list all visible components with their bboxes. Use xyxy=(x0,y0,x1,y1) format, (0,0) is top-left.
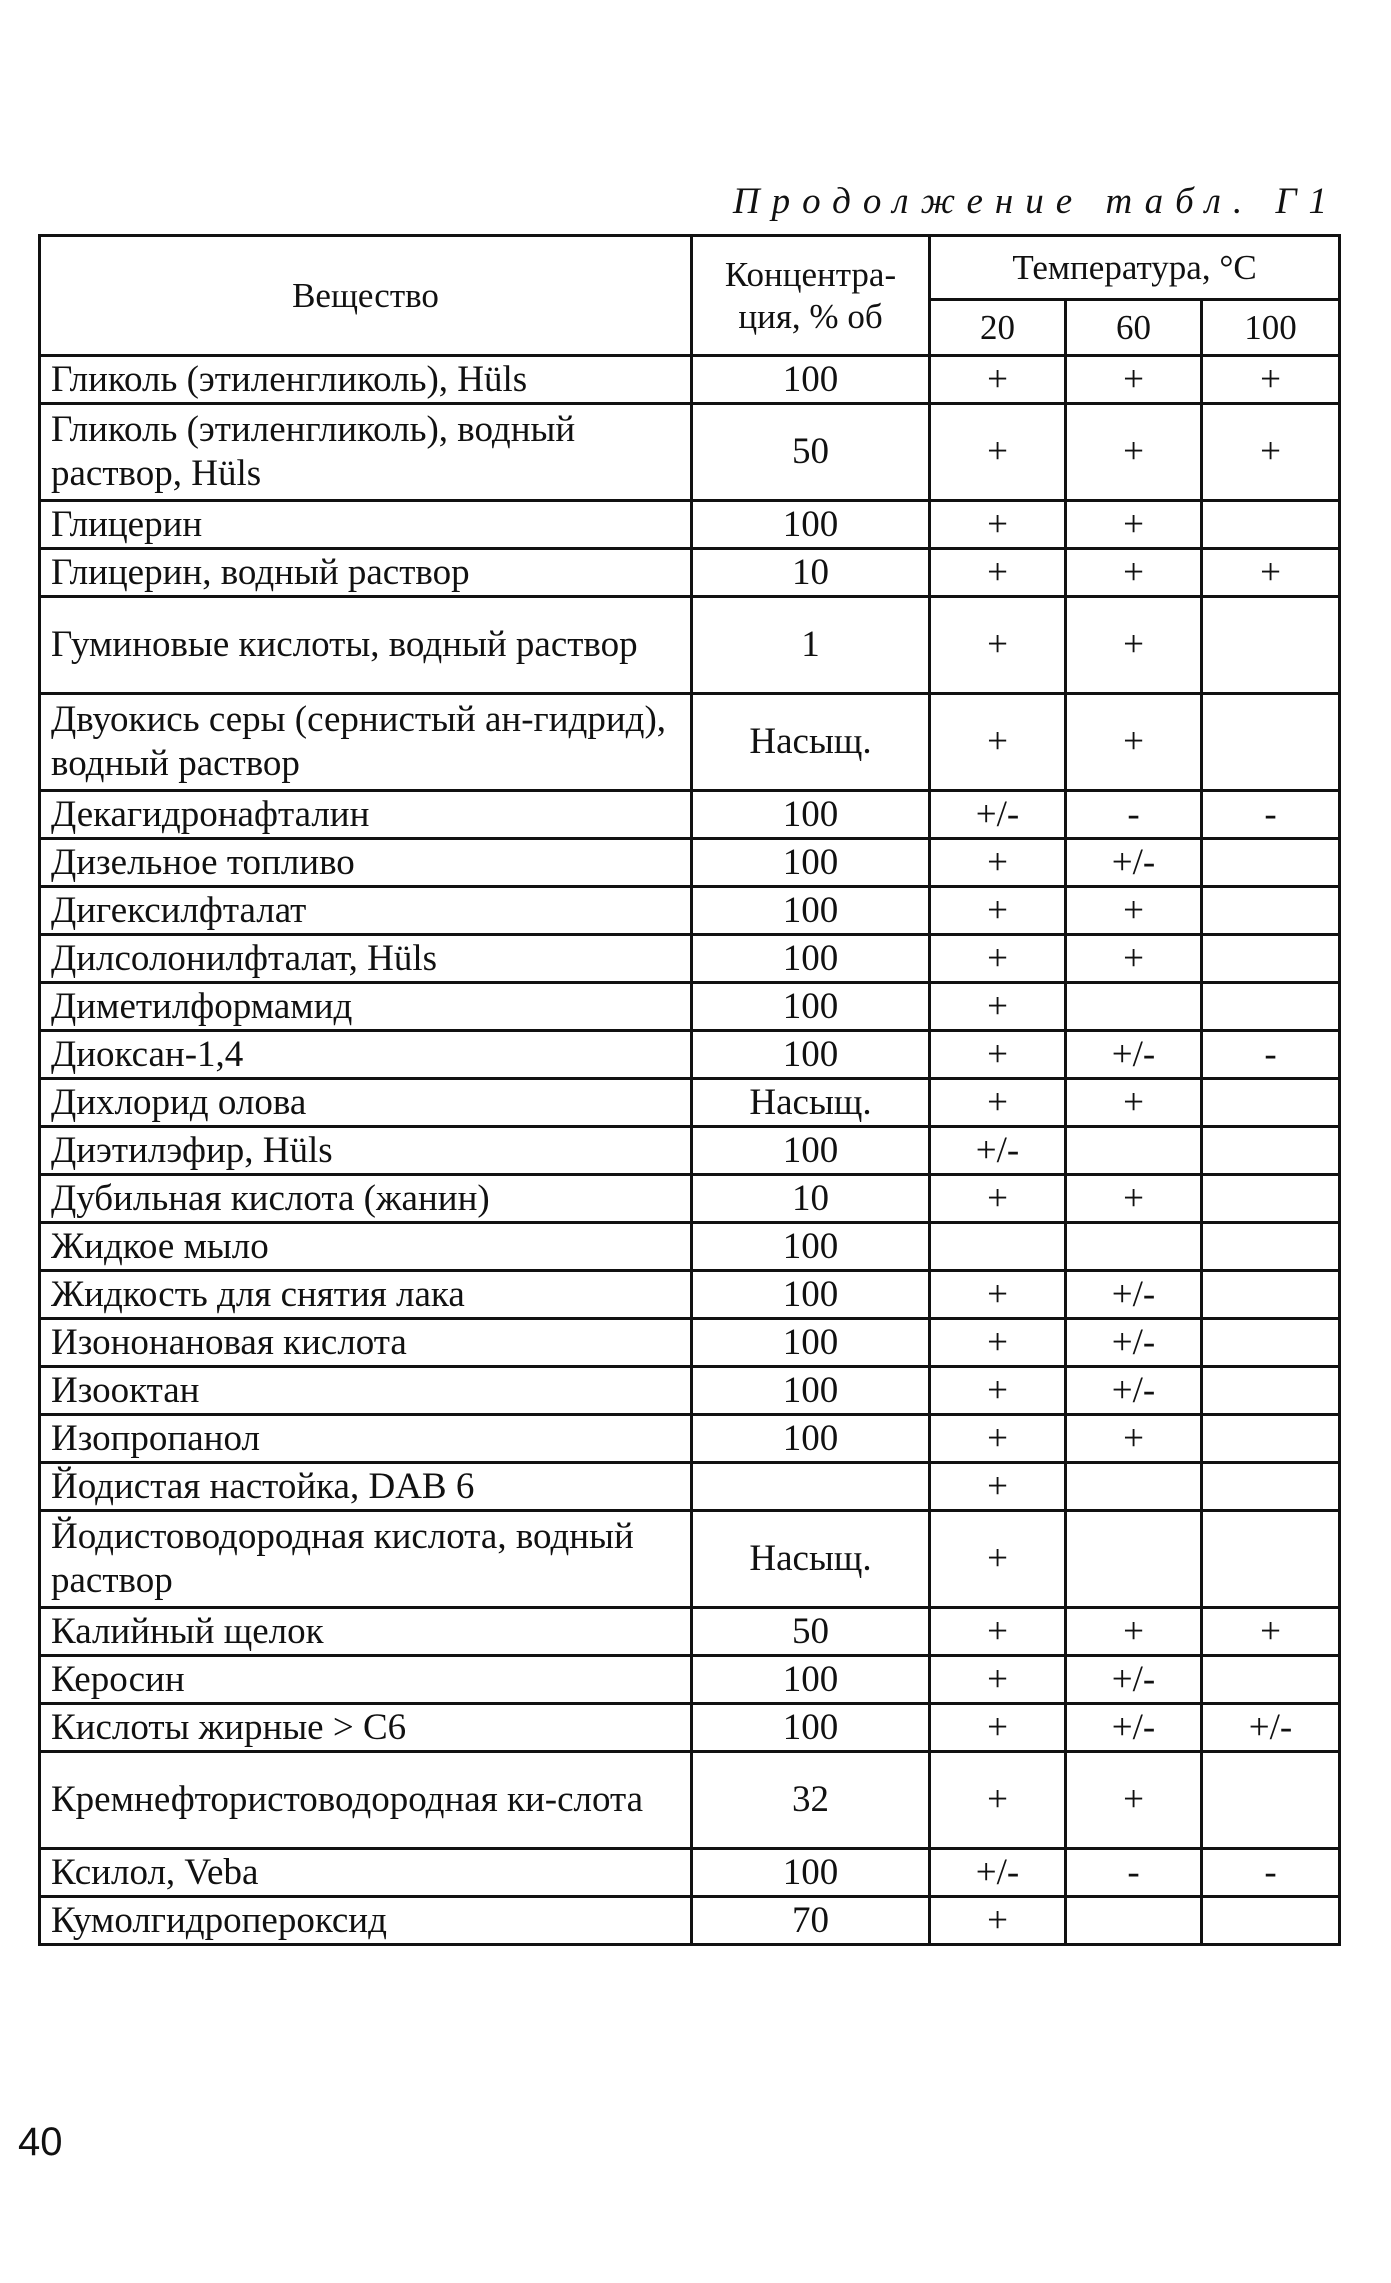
temp-100-cell xyxy=(1202,1175,1340,1223)
temp-20-cell: + xyxy=(930,935,1066,983)
substance-cell: Керосин xyxy=(40,1656,692,1704)
temp-20-cell: + xyxy=(930,549,1066,597)
concentration-cell: 100 xyxy=(692,1031,930,1079)
substance-cell: Дубильная кислота (жанин) xyxy=(40,1175,692,1223)
temp-100-cell: - xyxy=(1202,1031,1340,1079)
table-row xyxy=(40,1608,1340,1656)
table-row xyxy=(40,1463,1340,1511)
temp-20-cell: + xyxy=(930,1175,1066,1223)
temp-60-cell: +/- xyxy=(1066,1367,1202,1415)
table-row xyxy=(40,887,1340,935)
substance-cell: Диэтилэфир, Hüls xyxy=(40,1127,692,1175)
concentration-cell: 1 xyxy=(692,597,930,694)
temp-20-cell: + xyxy=(930,597,1066,694)
temp-60-cell: + xyxy=(1066,694,1202,791)
temp-60-cell xyxy=(1066,1511,1202,1608)
substance-cell: Гуминовые кислоты, водный раствор xyxy=(40,597,692,694)
concentration-cell: Насыщ. xyxy=(692,694,930,791)
substance-cell: Дихлорид олова xyxy=(40,1079,692,1127)
temp-100-cell xyxy=(1202,597,1340,694)
temp-20-cell: + xyxy=(930,404,1066,501)
header-temp-60: 60 xyxy=(1066,300,1202,356)
temp-60-cell: + xyxy=(1066,501,1202,549)
temp-100-cell xyxy=(1202,887,1340,935)
temp-20-cell: + xyxy=(930,1704,1066,1752)
table-row xyxy=(40,1223,1340,1271)
substance-cell: Йодистая настойка, DAB 6 xyxy=(40,1463,692,1511)
temp-100-cell xyxy=(1202,839,1340,887)
table-row xyxy=(40,983,1340,1031)
table-row xyxy=(40,1511,1340,1608)
temp-60-cell xyxy=(1066,1223,1202,1271)
concentration-cell: 100 xyxy=(692,1849,930,1897)
header-concentration: Концентра-ция, % об xyxy=(692,236,930,356)
page-number: 40 xyxy=(18,2120,63,2164)
concentration-cell: 100 xyxy=(692,501,930,549)
temp-100-cell xyxy=(1202,1223,1340,1271)
concentration-cell: 100 xyxy=(692,839,930,887)
table-body xyxy=(40,356,1340,1945)
table-row xyxy=(40,694,1340,791)
table-row xyxy=(40,1319,1340,1367)
concentration-cell: 50 xyxy=(692,1608,930,1656)
substance-cell: Кумолгидропероксид xyxy=(40,1897,692,1945)
temp-100-cell xyxy=(1202,1367,1340,1415)
temp-20-cell: + xyxy=(930,1511,1066,1608)
table-caption: Продолжение табл. Г1 xyxy=(732,181,1339,222)
substance-cell: Диметилформамид xyxy=(40,983,692,1031)
substance-cell: Гликоль (этиленгликоль), Hüls xyxy=(40,356,692,404)
table-row xyxy=(40,1175,1340,1223)
table-row xyxy=(40,1656,1340,1704)
temp-20-cell: + xyxy=(930,501,1066,549)
temp-60-cell: + xyxy=(1066,356,1202,404)
table-row xyxy=(40,1127,1340,1175)
temp-100-cell: - xyxy=(1202,1849,1340,1897)
temp-60-cell: + xyxy=(1066,1175,1202,1223)
temp-20-cell: + xyxy=(930,983,1066,1031)
concentration-cell: 32 xyxy=(692,1752,930,1849)
temp-100-cell xyxy=(1202,983,1340,1031)
temp-20-cell: + xyxy=(930,1271,1066,1319)
table-row xyxy=(40,791,1340,839)
temp-100-cell xyxy=(1202,1319,1340,1367)
temp-20-cell: +/- xyxy=(930,1127,1066,1175)
substance-cell: Кислоты жирные > С6 xyxy=(40,1704,692,1752)
header-temp-20: 20 xyxy=(930,300,1066,356)
substance-cell: Изопропанол xyxy=(40,1415,692,1463)
substance-cell: Дизельное топливо xyxy=(40,839,692,887)
temp-60-cell: +/- xyxy=(1066,839,1202,887)
temp-100-cell xyxy=(1202,1463,1340,1511)
table-row xyxy=(40,839,1340,887)
temp-20-cell: + xyxy=(930,1031,1066,1079)
temp-60-cell xyxy=(1066,983,1202,1031)
temp-60-cell xyxy=(1066,1127,1202,1175)
concentration-cell: Насыщ. xyxy=(692,1511,930,1608)
temp-100-cell: + xyxy=(1202,356,1340,404)
temp-60-cell: +/- xyxy=(1066,1319,1202,1367)
temp-100-cell xyxy=(1202,1415,1340,1463)
table-row xyxy=(40,1079,1340,1127)
temp-100-cell xyxy=(1202,1897,1340,1945)
temp-60-cell: - xyxy=(1066,791,1202,839)
substance-cell: Калийный щелок xyxy=(40,1608,692,1656)
substance-cell: Диоксан-1,4 xyxy=(40,1031,692,1079)
temp-20-cell: + xyxy=(930,356,1066,404)
temp-60-cell: + xyxy=(1066,404,1202,501)
temp-60-cell: + xyxy=(1066,549,1202,597)
substance-cell: Изооктан xyxy=(40,1367,692,1415)
table-row xyxy=(40,1752,1340,1849)
table-row xyxy=(40,1031,1340,1079)
temp-20-cell: + xyxy=(930,1463,1066,1511)
temp-60-cell: +/- xyxy=(1066,1271,1202,1319)
temp-60-cell: + xyxy=(1066,887,1202,935)
concentration-cell: 100 xyxy=(692,1127,930,1175)
temp-20-cell: +/- xyxy=(930,1849,1066,1897)
header-temp-100: 100 xyxy=(1202,300,1340,356)
temp-20-cell: +/- xyxy=(930,791,1066,839)
temp-20-cell: + xyxy=(930,1079,1066,1127)
concentration-cell: 10 xyxy=(692,549,930,597)
table-row xyxy=(40,597,1340,694)
temp-60-cell: + xyxy=(1066,935,1202,983)
temp-20-cell xyxy=(930,1223,1066,1271)
table-row xyxy=(40,549,1340,597)
table-row xyxy=(40,404,1340,501)
table-row xyxy=(40,1415,1340,1463)
temp-100-cell xyxy=(1202,1752,1340,1849)
substance-cell: Глицерин, водный раствор xyxy=(40,549,692,597)
table-row xyxy=(40,1849,1340,1897)
substance-cell: Жидкое мыло xyxy=(40,1223,692,1271)
table-row xyxy=(40,356,1340,404)
temp-20-cell: + xyxy=(930,887,1066,935)
substance-cell: Двуокись серы (сернистый ан-гидрид), водный раствор xyxy=(40,694,692,791)
temp-100-cell: + xyxy=(1202,404,1340,501)
concentration-cell: 100 xyxy=(692,356,930,404)
concentration-cell: 100 xyxy=(692,791,930,839)
temp-100-cell: +/- xyxy=(1202,1704,1340,1752)
temp-20-cell: + xyxy=(930,1319,1066,1367)
substance-cell: Декагидронафталин xyxy=(40,791,692,839)
concentration-cell: 100 xyxy=(692,1656,930,1704)
temp-100-cell xyxy=(1202,1511,1340,1608)
temp-60-cell: +/- xyxy=(1066,1704,1202,1752)
temp-60-cell xyxy=(1066,1463,1202,1511)
substance-cell: Дигексилфталат xyxy=(40,887,692,935)
temp-100-cell xyxy=(1202,501,1340,549)
substance-cell: Глицерин xyxy=(40,501,692,549)
concentration-cell: 100 xyxy=(692,1271,930,1319)
temp-100-cell: - xyxy=(1202,791,1340,839)
header-substance: Вещество xyxy=(40,236,692,356)
temp-100-cell: + xyxy=(1202,549,1340,597)
temp-60-cell: +/- xyxy=(1066,1031,1202,1079)
substance-cell: Кремнефтористоводородная ки-слота xyxy=(40,1752,692,1849)
concentration-cell xyxy=(692,1463,930,1511)
substance-cell: Жидкость для снятия лака xyxy=(40,1271,692,1319)
temp-100-cell xyxy=(1202,1271,1340,1319)
concentration-cell: 100 xyxy=(692,1704,930,1752)
temp-20-cell: + xyxy=(930,1608,1066,1656)
substance-cell: Гликоль (этиленгликоль), водный раствор, Hüls xyxy=(40,404,692,501)
concentration-cell: 100 xyxy=(692,887,930,935)
temp-60-cell: - xyxy=(1066,1849,1202,1897)
concentration-cell: 100 xyxy=(692,983,930,1031)
temp-100-cell xyxy=(1202,1079,1340,1127)
temp-60-cell: + xyxy=(1066,1079,1202,1127)
temp-100-cell xyxy=(1202,1127,1340,1175)
temp-20-cell: + xyxy=(930,1752,1066,1849)
table-row xyxy=(40,1897,1340,1945)
temp-20-cell: + xyxy=(930,1897,1066,1945)
concentration-cell: 100 xyxy=(692,1223,930,1271)
temp-100-cell xyxy=(1202,1656,1340,1704)
temp-60-cell xyxy=(1066,1897,1202,1945)
temp-20-cell: + xyxy=(930,839,1066,887)
table-row xyxy=(40,1271,1340,1319)
temp-60-cell: + xyxy=(1066,1415,1202,1463)
temp-100-cell: + xyxy=(1202,1608,1340,1656)
concentration-cell: 100 xyxy=(692,935,930,983)
chemical-resistance-table xyxy=(38,234,1341,1946)
concentration-cell: Насыщ. xyxy=(692,1079,930,1127)
temp-20-cell: + xyxy=(930,1656,1066,1704)
table-row xyxy=(40,501,1340,549)
concentration-cell: 100 xyxy=(692,1415,930,1463)
temp-100-cell xyxy=(1202,935,1340,983)
temp-60-cell: + xyxy=(1066,1752,1202,1849)
table-row xyxy=(40,935,1340,983)
temp-60-cell: +/- xyxy=(1066,1656,1202,1704)
substance-cell: Йодистоводородная кислота, водный раствор xyxy=(40,1511,692,1608)
temp-60-cell: + xyxy=(1066,1608,1202,1656)
temp-20-cell: + xyxy=(930,1415,1066,1463)
concentration-cell: 70 xyxy=(692,1897,930,1945)
substance-cell: Дилсолонилфталат, Hüls xyxy=(40,935,692,983)
concentration-cell: 10 xyxy=(692,1175,930,1223)
temp-60-cell: + xyxy=(1066,597,1202,694)
table-row xyxy=(40,1367,1340,1415)
concentration-cell: 100 xyxy=(692,1367,930,1415)
header-temperature: Температура, °С xyxy=(930,236,1340,300)
concentration-cell: 100 xyxy=(692,1319,930,1367)
substance-cell: Изононановая кислота xyxy=(40,1319,692,1367)
temp-20-cell: + xyxy=(930,694,1066,791)
temp-100-cell xyxy=(1202,694,1340,791)
concentration-cell: 50 xyxy=(692,404,930,501)
table-row xyxy=(40,1704,1340,1752)
temp-20-cell: + xyxy=(930,1367,1066,1415)
substance-cell: Ксилол, Veba xyxy=(40,1849,692,1897)
